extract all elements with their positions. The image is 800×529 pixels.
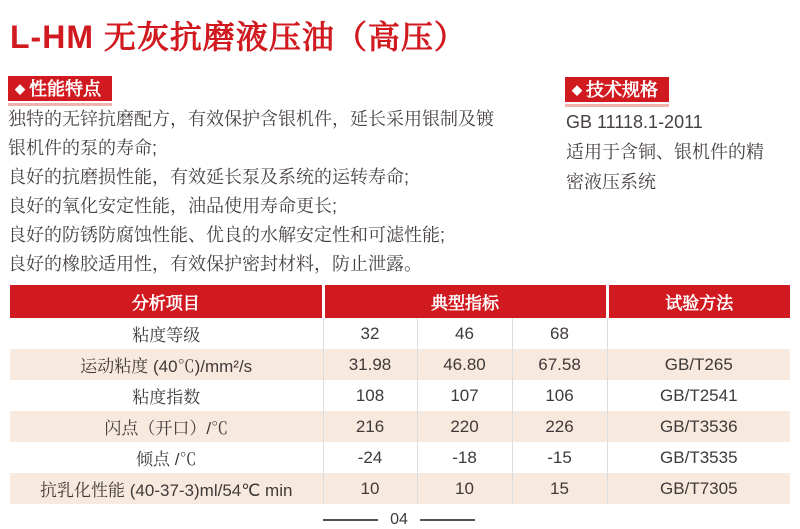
cell-value: 10 — [323, 473, 417, 504]
table-row — [10, 380, 790, 411]
cell-item: 闪点（开口）/℃ — [104, 419, 229, 438]
cell-value: -18 — [417, 442, 512, 473]
cell-value: 10 — [417, 473, 512, 504]
cell-method: GB/T3536 — [607, 411, 790, 442]
page-number: 04 — [390, 511, 408, 528]
cell-value: 106 — [512, 380, 607, 411]
feature-item: 独特的无锌抗磨配方，有效保护含银机件，延长采用银制及镀银机件的泵的寿命; — [8, 109, 494, 158]
cell-method: GB/T7305 — [607, 473, 790, 504]
cell-value: 226 — [512, 411, 607, 442]
page-title: L-HM 无灰抗磨液压油（高压） — [10, 19, 467, 55]
cell-method: GB/T3535 — [607, 442, 790, 473]
cell-value: 46.80 — [417, 349, 512, 380]
page-footer — [0, 511, 798, 529]
features-heading-label: 性能特点 — [29, 79, 101, 99]
specs-section-heading — [565, 77, 669, 107]
cell-method: GB/T2541 — [607, 380, 790, 411]
table-header-row — [10, 285, 790, 318]
cell-value: 15 — [512, 473, 607, 504]
cell-value: 31.98 — [323, 349, 417, 380]
feature-item: 良好的氧化安定性能，油品使用寿命更长; — [8, 196, 337, 216]
cell-value: 108 — [323, 380, 417, 411]
col-header-typical: 典型指标 — [323, 285, 607, 318]
spec-table — [10, 285, 790, 504]
cell-item: 抗乳化性能 (40-37-3)ml/54℃ min — [40, 481, 293, 500]
specs-heading-label: 技术规格 — [586, 80, 658, 100]
features-badge — [8, 76, 112, 101]
diamond-icon: ◆ — [15, 80, 25, 96]
cell-value: 32 — [323, 318, 417, 349]
feature-item: 良好的橡胶适用性，有效保护密封材料，防止泄露。 — [8, 254, 422, 274]
cell-value: -24 — [323, 442, 417, 473]
specs-description: 适用于含铜、银机件的精密液压系统 — [566, 142, 764, 192]
cell-method: GB/T265 — [607, 349, 790, 380]
table-row — [10, 411, 790, 442]
feature-item: 良好的防锈防腐蚀性能、优良的水解安定性和可滤性能; — [8, 225, 445, 245]
cell-method — [607, 318, 790, 349]
cell-value: 67.58 — [512, 349, 607, 380]
diamond-icon: ◆ — [572, 81, 582, 97]
features-list — [8, 105, 506, 279]
cell-value: -15 — [512, 442, 607, 473]
table-row — [10, 442, 790, 473]
cell-value: 220 — [417, 411, 512, 442]
cell-item: 粘度指数 — [132, 388, 201, 407]
specs-standard: GB 11118.1-2011 — [566, 112, 703, 132]
footer-line-left — [323, 519, 378, 521]
col-header-method: 试验方法 — [607, 285, 790, 318]
cell-value: 68 — [512, 318, 607, 349]
cell-item: 粘度等级 — [132, 326, 201, 345]
specs-badge — [565, 77, 669, 102]
cell-value: 46 — [417, 318, 512, 349]
cell-value: 107 — [417, 380, 512, 411]
cell-item: 倾点 /℃ — [136, 450, 197, 469]
cell-item: 运动粘度 (40℃)/mm²/s — [80, 357, 253, 376]
features-section-heading — [8, 76, 112, 106]
col-header-item: 分析项目 — [10, 285, 323, 318]
table-row — [10, 473, 790, 504]
feature-item: 良好的抗磨损性能，有效延长泵及系统的运转寿命; — [8, 167, 409, 187]
cell-value: 216 — [323, 411, 417, 442]
specs-content — [566, 107, 778, 197]
table-row — [10, 349, 790, 380]
footer-line-right — [420, 519, 475, 521]
table-row — [10, 318, 790, 349]
